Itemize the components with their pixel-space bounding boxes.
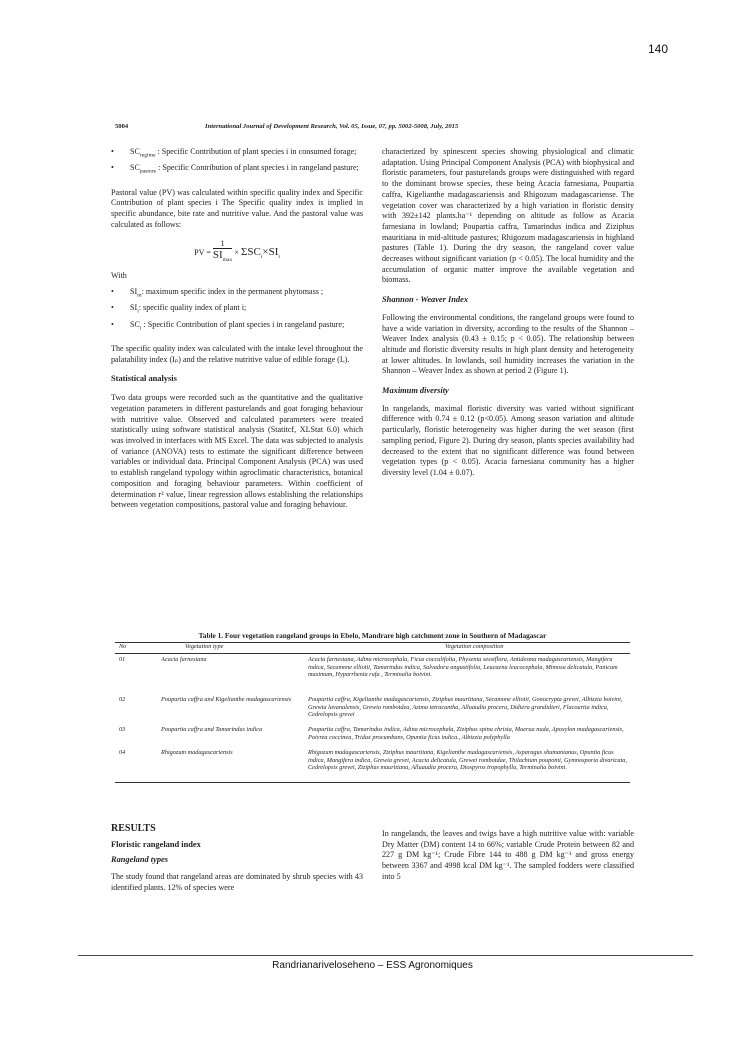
formula-times: × <box>234 248 239 258</box>
vegetation-table <box>115 642 630 783</box>
table-header-row <box>115 642 630 654</box>
symbol-sub: m <box>137 292 142 299</box>
table-row <box>115 726 630 749</box>
cell-no: 03 <box>119 726 126 733</box>
cell-type: Poupartia caffra and Tamarindus indica <box>161 726 263 733</box>
formula-den-symbol: SI <box>212 249 223 262</box>
col-header-composition: Vegetation composition <box>445 643 504 650</box>
rangeland-types-heading: Rangeland types <box>111 855 168 865</box>
cell-composition: Rhigozum madagascariensis, Ziziphus mauritiana, Kigelianthe madagascariensis, Asparagus shumanianus, Opuntia ficus indica, Mangifera indica, Grewia grevei, Acacia delicatula, Grewei rombotdae, Thilachium pouponii, Gymnosporia divaricata, Cedrelopsis grevei, Ziziphus mauritiana, Alluaudia procera, Diospyros tropophylla, Terminalia boivini. <box>308 749 627 772</box>
cell-type: Poupartia caffra and Kigelianthe madagascariensis <box>161 696 292 703</box>
maximum-diversity-paragraph: In rangelands, maximal floristic diversity was varied without significant difference with 0.74 ± 0.12 (p<0.05). Among season variation and altitude particularly, floristic heterogeneity was higher during the wet season (first sampling period, Figure 2). During dry season, plants species availability had decreased to the extent that no significant difference was found between vegetation types (p < 0.05). Acacia farnesiana community has a higher diversity level (1.04 ± 0.07). <box>382 403 634 477</box>
bullet-sc-regime <box>111 147 363 161</box>
symbol: SC <box>130 319 140 329</box>
page-number: 140 <box>647 42 668 56</box>
bullet-dot: • <box>111 147 114 156</box>
cell-composition: Poupartia caffra, Tamarindus indica, Adina microcephala, Ziziphus spina christa, Maerua nuda, Apoxylon madagascariensis, Poivrea coccinea, Tridax procumbans, Opuntia ficus indica., Albizzia polyphylla <box>308 726 624 741</box>
symbol-sub: i <box>139 325 142 332</box>
formula-rhs-sum: ΣSC <box>240 246 261 259</box>
col-header-type: Vegetation type <box>185 643 224 650</box>
table-row <box>115 656 630 696</box>
symbol-sub: i <box>137 309 139 316</box>
bullet-si-m <box>111 287 363 301</box>
cell-no: 02 <box>119 696 126 703</box>
rangeland-typology-paragraph: characterized by spinescent species showing physiological and climatic adaptation. Using Principal Component Analysis (PCA) with biophysical and floristic parameters, four pasturelands groups were distinguished with regard to the dominant browse species, these being Acacia farnesiana, Poupartia caffra, Kigelianthe madagascariensis and Rhigozum madagascariense. The vegetation cover was characterized by a high variation in floristic density with 392±142 plants.ha⁻¹ depending on altitude as follow as Acacia farnesiana in lowland; Poupartia caffra, Tamarindus indica and Ziziphus mauritiana in mid-altitude pastures; Rhigozum madagascariensis in highland pastures (Table 1). During the dry season, the rangeland cover value decreases without significant variation (p < 0.05). The local humidity and the accumulation of organic matter improve the available vegetation and biomass. <box>382 147 634 285</box>
right-column <box>382 147 634 488</box>
nutritive-value-paragraph: In rangelands, the leaves and twigs have a high nutritive value with: variable Dry Matter (DM) content 14 to 66%; variable Crude Protein between 82 and 227 g DM kg⁻¹; Crude Fibre 144 to 488 g DM kg⁻¹ and gross energy between 3367 and 4998 kcal DM kg⁻¹. The sampled fodders were classified into 5 <box>382 829 634 881</box>
statistical-analysis-heading: Statistical analysis <box>111 374 177 384</box>
results-right <box>382 829 634 892</box>
footer-credit: Randrianariveloseheno – ESS Agronomiques <box>272 960 473 971</box>
pastoral-value-paragraph: Pastoral value (PV) was calculated within specific quality index and Specific Contribution of plant species i The Specific quality index is implied in specific abundance, bite rate and nutritive value. And the pastoral value was calculated as follows: <box>111 187 363 229</box>
symbol: SI <box>130 287 138 297</box>
running-page-label: 5004 <box>115 123 129 130</box>
shannon-weaver-heading: Shannon - Weaver Index <box>382 295 469 305</box>
symbol: SC <box>130 163 140 173</box>
cell-composition: Acacia farnesiana, Adina microcephala, Ficus cocculifolia, Physenia sessiflora, Antidesma madagascariensis, Mangifera indica, Secamone elliotii, Tamarindus indica, Salvadora angustifolia, Leucaena leucocephala, Mimosa delicatula, Panicum maximum, Hyparrhenia rufa , Terminalia boivini. <box>308 656 618 679</box>
floristic-index-heading: Floristic rangeland index <box>111 839 201 849</box>
bullet-dot: • <box>111 287 114 297</box>
bullet-dot: • <box>111 319 114 329</box>
formula-den-sub: max <box>222 257 233 264</box>
formula-denominator <box>213 249 232 267</box>
bullet-sc-pasture <box>111 163 363 177</box>
bullet-text: : specific quality index of plant i; <box>138 303 247 313</box>
formula-fraction <box>213 239 232 267</box>
maximum-diversity-heading: Maximum diversity <box>382 386 449 396</box>
statistical-analysis-paragraph: Two data groups were recorded such as the quantitative and the qualitative vegetation parameters in different pasturelands and goat foraging behaviour with nutritive value. Observed and calculated parameters were treated statistically using software statistical analysis (Statitcf, XLStat 6.0) which was involved in interfaces with MS Excel. The data was subjected to analysis of variance (ANOVA) tests to estimate the significant difference between variables or individual data. Principal Component Analysis (PCA) was used to establish rangeland typology within agroclimatic characteristics, botanical composition and foraging behaviour parameters. Within coefficient of determination r² value, linear regression allows establishing the relationships between vegetation compositions, pastoral value and foraging behaviour. <box>111 393 363 510</box>
cell-no: 04 <box>119 749 126 756</box>
formula-rhs-sub: i <box>278 254 280 261</box>
cell-type: Rhigozum madagascariensis <box>161 749 233 756</box>
symbol: SC <box>130 147 140 156</box>
formula-rhs-sub: i <box>260 254 263 261</box>
symbol: SI <box>130 303 138 313</box>
cell-composition: Poupartia caffra, Kigelianthe madagascariensis, Ziziphus mauritiana, Secamone elliotii, Gonocrypta grevei, Albizzia boivini, Grewia lavanalensis, Grewia rombotdea, Azima tetracantha, Alluaudia procera, Didiera grandidieri, Flacourtia indica, Cedrelopsis grevei <box>308 696 623 719</box>
bullet-text: : Specific Contribution of plant species i in rangeland pasture; <box>156 163 359 173</box>
rangeland-types-paragraph: The study found that rangeland areas are dominated by shrub species with 43 identified plants. 12% of species were <box>111 872 363 892</box>
cell-type: Acacia farnesiana <box>161 656 207 663</box>
symbol-sub: regime <box>139 152 156 159</box>
col-header-no: No <box>119 643 127 650</box>
bullet-text: : Specific Contribution of plant species i in consumed forage; <box>155 147 357 156</box>
bullet-text: : maximum specific index in the permanent phytomass ; <box>141 287 324 297</box>
formula-rhs <box>240 246 280 261</box>
specific-quality-paragraph: The specific quality index was calculated with the intake level throughout the palatability index (Iₚ) and the relative nutritive value of edible forage (Iₑ). <box>111 344 363 364</box>
bullet-dot: • <box>111 303 114 313</box>
symbol-sub: pasture <box>139 168 157 175</box>
bullet-text: : Specific Contribution of plant species i in rangeland pasture; <box>141 319 345 329</box>
results-left <box>111 824 363 903</box>
shannon-weaver-paragraph: Following the environmental conditions, the rangeland groups were found to have a wide variation in diversity, according to the results of the Shannon – Weaver Index analysis (0.43 ± 0.15; p < 0.05). The relationship between altitude and floristic diversity results in high plant density and heterogeneity at lower altitudes. In lowlands, soil humidity increases the variation in the Shannon – Weaver Index as shown at period 2 (Figure 1). <box>382 312 634 376</box>
bullet-sc-i <box>111 320 363 334</box>
pastoral-value-formula <box>111 239 363 265</box>
with-label: With <box>111 271 127 281</box>
table-row <box>115 696 630 726</box>
cell-no: 01 <box>119 656 126 663</box>
bullet-si-i <box>111 303 363 317</box>
formula-rhs-si: ×SI <box>262 246 279 259</box>
table-caption: Table 1. Four vegetation rangeland groups in Ebelo, Mandrare high catchment zone in Southern of Madagascar <box>198 631 547 640</box>
formula-numerator: 1 <box>213 239 232 249</box>
table-row <box>115 749 630 783</box>
journal-running-header: International Journal of Development Research, Vol. 05, Issue, 07, pp. 5002-5008, July, 2015 <box>205 123 459 130</box>
results-heading: RESULTS <box>111 823 156 834</box>
formula-lhs: PV = <box>194 248 211 258</box>
footer-divider <box>78 955 693 956</box>
bullet-dot: • <box>111 163 114 173</box>
left-column <box>111 147 363 520</box>
